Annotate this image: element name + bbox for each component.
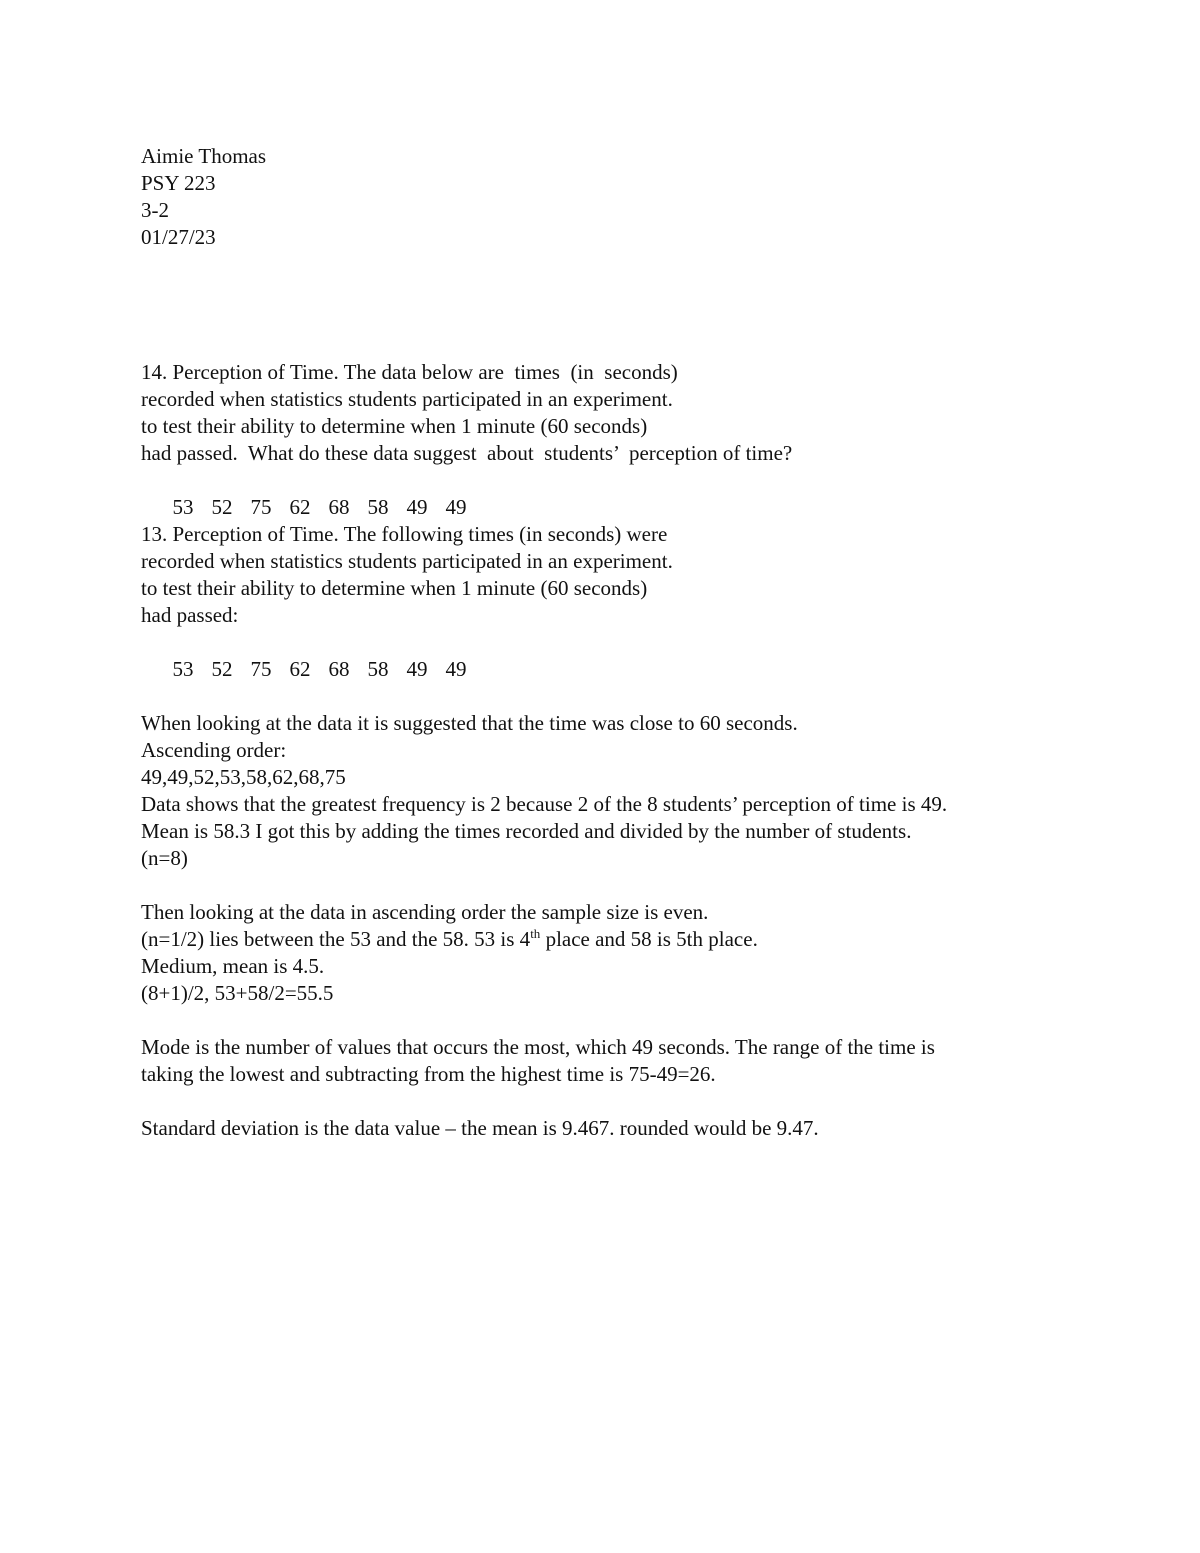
question-13-line: had passed:	[141, 603, 239, 627]
ascending-label: Ascending order:	[141, 738, 287, 762]
question-14-line: to test their ability to determine when 1 minute (60 seconds)	[141, 414, 648, 438]
header-block	[141, 143, 1101, 251]
median-position-text-end: place and 58 is 5th place.	[540, 927, 758, 951]
question-14-line: recorded when statistics students participated in an experiment.	[141, 387, 673, 411]
data-value: 68	[328, 657, 350, 681]
question-13	[141, 521, 1101, 681]
mode-range-line-2: taking the lowest and subtracting from the highest time is 75-49=26.	[141, 1062, 716, 1086]
mean-statement: Mean is 58.3 I got this by adding the times recorded and divided by the number of students.	[141, 819, 912, 843]
ordinal-suffix: th	[530, 926, 541, 941]
student-name: Aimie Thomas	[141, 144, 267, 168]
frequency-statement: Data shows that the greatest frequency is 2 because 2 of the 8 students’ perception of time is 49.	[141, 792, 948, 816]
data-value: 49	[445, 657, 467, 681]
question-13-data-row	[141, 629, 1101, 681]
data-value: 52	[211, 657, 233, 681]
data-value: 52	[211, 495, 233, 519]
question-14-line: had passed. What do these data suggest about students’ perception of time?	[141, 441, 793, 465]
std-dev-statement: Standard deviation is the data value – the mean is 9.467. rounded would be 9.47.	[141, 1116, 819, 1140]
data-value: 75	[250, 495, 272, 519]
sample-size: (n=8)	[141, 846, 188, 870]
date: 01/27/23	[141, 225, 216, 249]
question-14-line: 14. Perception of Time. The data below are times (in seconds)	[141, 360, 678, 384]
median-statement: Medium, mean is 4.5.	[141, 954, 325, 978]
data-value: 53	[172, 495, 194, 519]
median-calculation: (8+1)/2, 53+58/2=55.5	[141, 981, 334, 1005]
question-13-line: recorded when statistics students participated in an experiment.	[141, 549, 673, 573]
data-value: 62	[289, 495, 311, 519]
median-intro: Then looking at the data in ascending order the sample size is even.	[141, 900, 709, 924]
data-value: 49	[406, 657, 428, 681]
data-value: 58	[367, 495, 389, 519]
data-value: 58	[367, 657, 389, 681]
data-value: 49	[445, 495, 467, 519]
question-14	[141, 359, 1101, 519]
mode-range-line-1: Mode is the number of values that occurs the most, which 49 seconds. The range of the time is	[141, 1035, 935, 1059]
median-position	[141, 926, 1101, 953]
question-14-data-row	[141, 467, 1101, 519]
data-value: 68	[328, 495, 350, 519]
data-value: 49	[406, 495, 428, 519]
assignment-number: 3-2	[141, 198, 169, 222]
data-value: 75	[250, 657, 272, 681]
question-13-line: to test their ability to determine when 1 minute (60 seconds)	[141, 576, 648, 600]
data-value: 53	[172, 657, 194, 681]
data-value: 62	[289, 657, 311, 681]
median-position-text: (n=1/2) lies between the 53 and the 58. 53 is 4	[141, 927, 531, 951]
answer-intro: When looking at the data it is suggested that the time was close to 60 seconds.	[141, 711, 798, 735]
answer-block	[141, 710, 1101, 1142]
course-code: PSY 223	[141, 171, 216, 195]
question-13-line: 13. Perception of Time. The following times (in seconds) were	[141, 522, 668, 546]
ascending-values: 49,49,52,53,58,62,68,75	[141, 765, 346, 789]
